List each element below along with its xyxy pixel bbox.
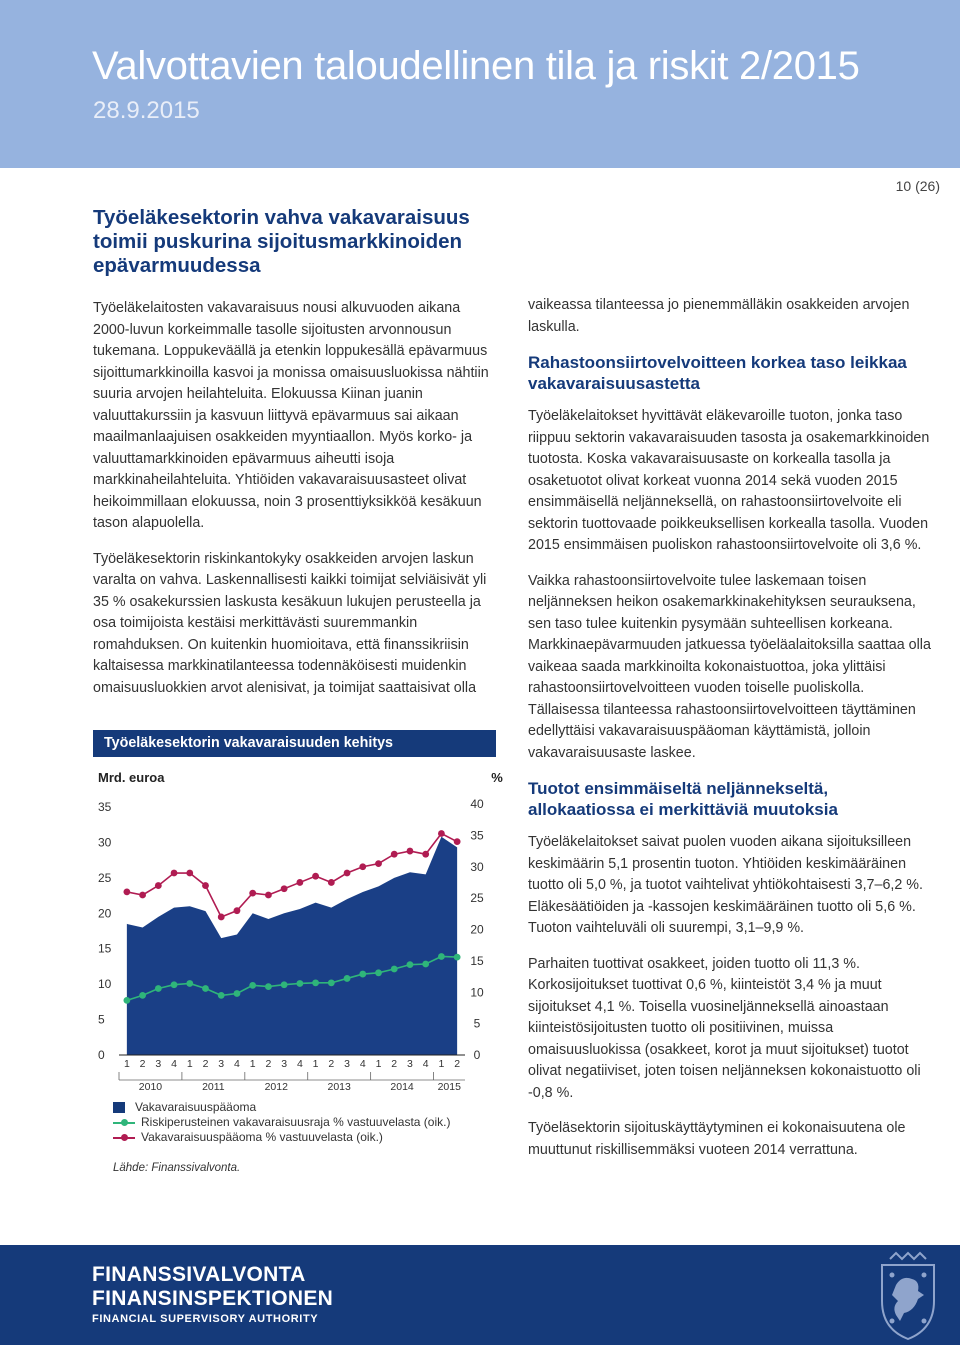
x-tick-label-year: 2010 — [138, 1081, 163, 1093]
footer-name-en: FINANCIAL SUPERVISORY AUTHORITY — [92, 1313, 319, 1325]
left-paragraph-1: Työeläkelaitosten vakavaraisuus nousi alkuvuoden aikana 2000-luvun korkeimmalle tasolle sijoitusten arvonnousun tukemana. Loppukeväällä ja etenkin loppukesällä epävarmuus sijoittumarkkinoilla kasvoi ja monissa omaisuusluokissa nähtiin suuria arvojen heilahteluita. Elokuussa Kiinan juanin valuuttakurssiin ja kasvuun liittyvä epävarmuus sai aikaan maailmanlaajuisen osakkeiden myyntiaallon. Myös korko- ja valuuttamarkkinoiden epävarmuus aiheutti isoja markkinaheilahteluita. Yhtiöiden vakavaraisuusasteet olivat heikoimmillaan elokuussa, noin 3 prosenttiyksikköä kesäkuun tason alapuolella. — [93, 300, 489, 531]
right-paragraph-5: Työeläsektorin sijoituskäyttäytyminen ei kokonaisuutena ole muuttunut riskillisemmäksi vuoteen 2014 verrattuna. — [528, 1120, 906, 1158]
point-risk-limit — [186, 980, 193, 987]
point-capital-ratio — [328, 879, 335, 886]
x-tick-label-quarter: 3 — [344, 1058, 350, 1070]
point-risk-limit — [344, 975, 351, 982]
x-tick-label-quarter: 4 — [234, 1058, 240, 1070]
chart-title: Työeläkesektorin vakavaraisuuden kehitys — [93, 730, 496, 757]
x-tick-label-year: 2013 — [327, 1081, 351, 1093]
legend-label-risk-limit: Riskiperusteinen vakavaraisuusraja % vastuuvelasta (oik.) — [141, 1115, 451, 1129]
legend-item-capital-ratio — [113, 1130, 450, 1145]
point-capital-ratio — [186, 870, 193, 877]
y-tick-label-left: 25 — [98, 870, 112, 885]
point-capital-ratio — [139, 892, 146, 899]
point-capital-ratio — [249, 890, 256, 897]
point-risk-limit — [359, 971, 366, 978]
point-capital-ratio — [422, 851, 429, 858]
legend-line-capital-ratio — [113, 1137, 135, 1139]
point-risk-limit — [234, 990, 241, 997]
point-capital-ratio — [234, 907, 241, 914]
y-tick-label-right: 5 — [473, 1016, 481, 1031]
legend-item-risk-limit — [113, 1115, 450, 1130]
point-risk-limit — [375, 969, 382, 976]
point-capital-ratio — [202, 882, 209, 889]
y-tick-label-right: 35 — [470, 828, 484, 843]
x-tick-label-quarter: 2 — [265, 1058, 272, 1070]
y-tick-label-right: 10 — [470, 985, 484, 1000]
y-tick-label-right: 20 — [470, 922, 484, 937]
point-risk-limit — [328, 979, 335, 986]
lion-crest-icon — [862, 1251, 954, 1343]
point-risk-limit — [407, 961, 414, 968]
point-risk-limit — [171, 981, 178, 988]
point-risk-limit — [422, 961, 429, 968]
x-tick-label-year: 2012 — [264, 1081, 288, 1093]
x-tick-label-quarter: 2 — [328, 1058, 335, 1070]
x-tick-label-quarter: 4 — [422, 1058, 429, 1070]
x-tick-label-quarter: 1 — [438, 1058, 445, 1070]
point-capital-ratio — [407, 848, 414, 855]
x-tick-label-quarter: 3 — [407, 1058, 413, 1070]
y-tick-label-left: 30 — [98, 835, 112, 850]
x-tick-label-quarter: 4 — [296, 1058, 303, 1070]
header-banner — [0, 0, 960, 168]
point-capital-ratio — [312, 873, 319, 880]
y-tick-label-right: 40 — [470, 797, 484, 811]
x-tick-label-quarter: 2 — [139, 1058, 146, 1070]
point-risk-limit — [249, 982, 256, 989]
y-tick-label-right: 25 — [470, 891, 484, 906]
point-capital-ratio — [265, 892, 272, 899]
main-heading: Työeläkesektorin vahva vakavaraisuus toimii puskurina sijoitusmarkkinoiden epävarmuudessa — [93, 206, 470, 277]
y-tick-label-left: 0 — [98, 1048, 105, 1062]
heading-returns: Tuotot ensimmäiseltä neljännekseltä, allokaatiossa ei merkittäviä muutoksia — [528, 779, 838, 819]
solvency-chart — [93, 730, 503, 1190]
x-tick-label-quarter: 1 — [249, 1058, 256, 1070]
x-tick-label-quarter: 4 — [359, 1058, 366, 1070]
x-tick-label-year: 2015 — [437, 1081, 461, 1093]
y-tick-label-left: 15 — [98, 941, 112, 956]
x-tick-label-quarter: 3 — [155, 1058, 162, 1070]
chart-plot — [93, 730, 503, 1093]
legend-label-capital-ratio: Vakavaraisuuspääoma % vastuuvelasta (oik.) — [141, 1130, 383, 1144]
footer-name-sv: FINANSINSPEKTIONEN — [92, 1287, 334, 1310]
y-tick-label-left: 10 — [98, 977, 112, 992]
point-risk-limit — [454, 954, 461, 961]
x-tick-label-quarter: 3 — [218, 1058, 225, 1070]
point-risk-limit — [218, 992, 225, 999]
point-risk-limit — [139, 992, 146, 999]
legend-swatch-capital — [113, 1102, 125, 1113]
right-column — [528, 295, 933, 1175]
left-column — [93, 206, 496, 713]
y-tick-label-left: 20 — [98, 906, 112, 921]
point-capital-ratio — [438, 830, 445, 837]
y-tick-label-left: 5 — [98, 1012, 105, 1027]
left-paragraph-2: Työeläkesektorin riskinkantokyky osakkeiden arvojen laskun varalta on vahva. Laskennallisesti kaikki toimijat selviäisivät yli 35 % osakekurssien laskusta kesäkuun lukujen perusteella ja osa toimijoista kestäisi merkittävästi suuremmankin romahduksen. On kuitenkin huomioitava, että finanssikriisin kaltaisessa markkinatilanteessa todennäköisesti muidenkin omaisuusluokkien arvot alenisivat, ja toimijat saattaisivat olla — [93, 550, 487, 696]
y-axis-unit-right: % — [491, 770, 503, 785]
legend-label-capital: Vakavaraisuuspääoma — [135, 1100, 257, 1114]
legend-line-risk-limit — [113, 1122, 135, 1124]
x-tick-label-year: 2011 — [202, 1081, 225, 1093]
x-tick-label-quarter: 2 — [454, 1058, 461, 1070]
point-risk-limit — [312, 979, 319, 986]
x-tick-label-quarter: 1 — [312, 1058, 319, 1070]
y-tick-label-left: 35 — [98, 800, 112, 814]
point-capital-ratio — [218, 914, 225, 921]
y-tick-label-right: 30 — [470, 859, 484, 874]
right-paragraph-1: Työeläkelaitokset hyvittävät eläkevaroille tuoton, jonka taso riippuu sektorin vakavaraisuuden tasosta ja osakemarkkinoiden tuotosta. Koska vakavaraisuusaste on korkealla tasolla ja osaketuotot olivat korkeat vuonna 2014 sekä vuoden 2015 ensimmäisellä neljänneksellä, on rahastoonsiirtovelvoite eli sektorin tuottovaade poikkeuksellisen korkealla tasolla. Vuoden 2015 ensimmäisen puoliskon rahastoonsiirtovelvoite oli 3,6 %. — [528, 408, 930, 553]
point-risk-limit — [281, 981, 288, 988]
point-capital-ratio — [171, 870, 178, 877]
right-paragraph-3: Työeläkelaitokset saivat puolen vuoden aikana sijoituksilleen keskimäärin 5,1 prosentin tuoton. Yhtiöiden keskimääräinen tuotto oli 5,0 %, ja tuotot vaihtelivat yhtiökohtaisesti 3,7–6,2 %. Eläkesäätiöiden ja -kassojen keskimääräinen tuotto oli 5,6 %. Tuoton vaihteluväli oli suurempi, 3,1–9,9 %. — [528, 834, 923, 936]
point-capital-ratio — [359, 863, 366, 870]
y-tick-label-right: 15 — [470, 953, 484, 968]
x-tick-label-quarter: 1 — [123, 1058, 130, 1070]
footer-name-fi: FINANSSIVALVONTA — [92, 1263, 306, 1286]
point-capital-ratio — [281, 885, 288, 892]
legend-item-capital — [113, 1100, 450, 1115]
point-risk-limit — [391, 966, 398, 973]
x-tick-label-quarter: 2 — [202, 1058, 209, 1070]
heading-transfer-obligation: Rahastoonsiirtovelvoitteen korkea taso leikkaa vakavaraisuusastetta — [528, 353, 907, 393]
series-area-capital — [127, 837, 457, 1055]
point-risk-limit — [123, 997, 130, 1004]
point-capital-ratio — [391, 851, 398, 858]
report-title: Valvottavien taloudellinen tila ja riskit 2/2015 — [92, 44, 860, 88]
y-axis-unit-left: Mrd. euroa — [98, 770, 165, 785]
report-date: 28.9.2015 — [93, 97, 200, 124]
x-tick-label-quarter: 1 — [375, 1058, 382, 1070]
point-risk-limit — [296, 980, 303, 987]
right-paragraph-4: Parhaiten tuottivat osakkeet, joiden tuotto oli 11,3 %. Korkosijoitukset tuottivat 0,6 %, kiinteistöt 3,4 % ja muut sijoitukset 4,1 %. Toisella vuosineljänneksellä ainoastaan kiinteistösijoitusten tuotto oli positiivinen, muissa omaisuusluokissa (osakkeet, korot ja muut sijoitukset) tuotot olivat negatiiviset, joten toisen neljänneksen kokonaistuotto oli -0,8 %. — [528, 955, 921, 1101]
point-risk-limit — [438, 953, 445, 960]
right-paragraph-0: vaikeassa tilanteessa jo pienemmälläkin osakkeiden arvojen laskulla. — [528, 297, 910, 335]
x-tick-label-quarter: 3 — [281, 1058, 288, 1070]
point-risk-limit — [202, 985, 209, 992]
page-number: 10 (26) — [895, 178, 940, 194]
point-risk-limit — [155, 985, 162, 992]
footer — [0, 1245, 960, 1345]
x-tick-label-quarter: 2 — [391, 1058, 398, 1070]
chart-legend — [113, 1100, 450, 1145]
point-capital-ratio — [123, 888, 130, 895]
point-capital-ratio — [375, 860, 382, 867]
chart-source: Lähde: Finanssivalvonta. — [113, 1162, 241, 1174]
y-tick-label-right: 0 — [473, 1048, 481, 1062]
right-paragraph-2: Vaikka rahastoonsiirtovelvoite tulee laskemaan toisen neljänneksen heikon osakemarkkinakehityksen seurauksena, sen taso tulee kuitenkin pysymään suhteellisen korkeana. Markkinaepävarmuuden jatkuessa työeläalaitoksilla saattaa olla vaikeaa saada markkinoilta kokonaistuottoa, joka ylittäisi rahastoonsiirtovelvoitteen vuoden toiselle puoliskolla. Tällaisessa tilanteessa rahastoonsiirtovelvoitteen täyttäminen edellyttäisi vakavaraisuuspääoman käyttämistä, jolloin vakavaraisuusaste laskee. — [528, 572, 931, 761]
x-tick-label-year: 2014 — [390, 1081, 414, 1093]
point-capital-ratio — [454, 838, 461, 845]
point-risk-limit — [265, 983, 272, 990]
point-capital-ratio — [296, 879, 303, 886]
x-tick-label-quarter: 1 — [186, 1058, 193, 1070]
point-capital-ratio — [344, 870, 351, 877]
point-capital-ratio — [155, 882, 162, 889]
x-tick-label-quarter: 4 — [171, 1058, 177, 1070]
